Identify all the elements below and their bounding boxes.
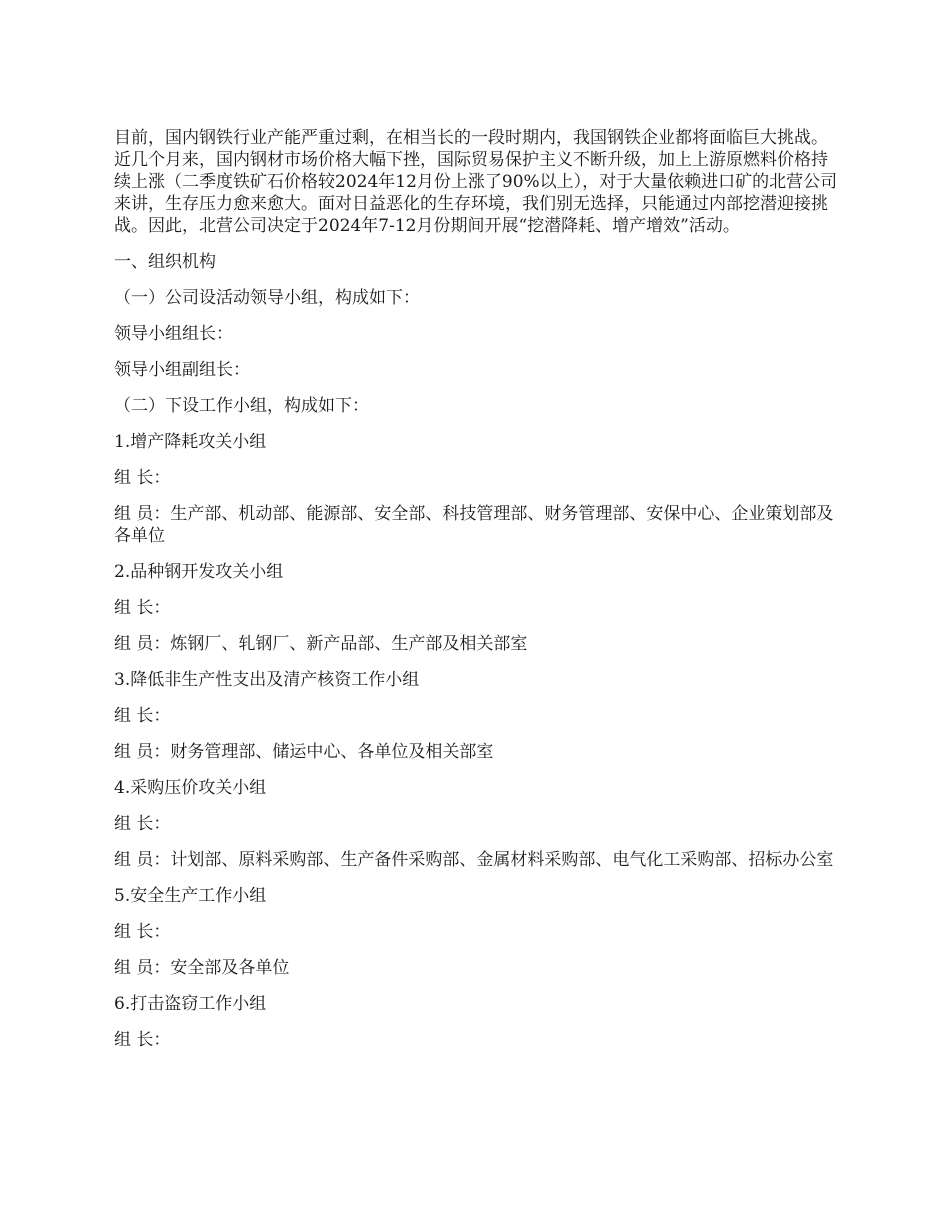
group-5-members: 组 员：安全部及各单位 [114, 958, 290, 978]
group-2-leader: 组 长： [114, 598, 171, 618]
document-page [114, 127, 844, 1065]
group-1-members: 组 员：生产部、机动部、能源部、安全部、科技管理部、财务管理部、安保中心、企业策划部及各单位 [114, 504, 834, 546]
subsection-leading-group: （一）公司设活动领导小组，构成如下： [114, 288, 420, 308]
group-4-leader: 组 长： [114, 814, 171, 834]
group-6-title: 6.打击盗窃工作小组 [114, 994, 267, 1014]
group-4-members: 组 员：计划部、原料采购部、生产备件采购部、金属材料采购部、电气化工采购部、招标办公室 [114, 850, 834, 870]
group-3-members: 组 员：财务管理部、储运中心、各单位及相关部室 [114, 742, 494, 762]
section-heading-organization: 一、组织机构 [114, 252, 216, 272]
group-5-leader: 组 长： [114, 922, 171, 942]
group-6-leader: 组 长： [114, 1030, 171, 1050]
group-2-members: 组 员：炼钢厂、轧钢厂、新产品部、生产部及相关部室 [114, 634, 528, 654]
group-1-title: 1.增产降耗攻关小组 [114, 432, 267, 452]
group-4-title: 4.采购压价攻关小组 [114, 778, 267, 798]
group-3-leader: 组 长： [114, 706, 171, 726]
group-5-title: 5.安全生产工作小组 [114, 886, 267, 906]
group-3-title: 3.降低非生产性支出及清产核资工作小组 [114, 670, 420, 690]
deputy-leader-line: 领导小组副组长： [114, 360, 250, 380]
group-2-title: 2.品种钢开发攻关小组 [114, 562, 284, 582]
group-1-leader: 组 长： [114, 468, 171, 488]
intro-paragraph: 目前，国内钢铁行业产能严重过剩，在相当长的一段时期内，我国钢铁企业都将面临巨大挑战。近几个月来，国内钢材市场价格大幅下挫，国际贸易保护主义不断升级，加上上游原燃料价格持续上涨（二季度铁矿石价格较2024年12月份上涨了90%以上），对于大量依赖进口矿的北营公司来讲，生存压力愈来愈大。面对日益恶化的生存环境，我们别无选择，只能通过内部挖潜迎接挑战。因此，北营公司决定于2024年7-12月份期间开展“挖潜降耗、增产增效”活动。 [114, 128, 838, 236]
subsection-working-groups: （二）下设工作小组，构成如下： [114, 396, 369, 416]
leader-line: 领导小组组长： [114, 324, 233, 344]
